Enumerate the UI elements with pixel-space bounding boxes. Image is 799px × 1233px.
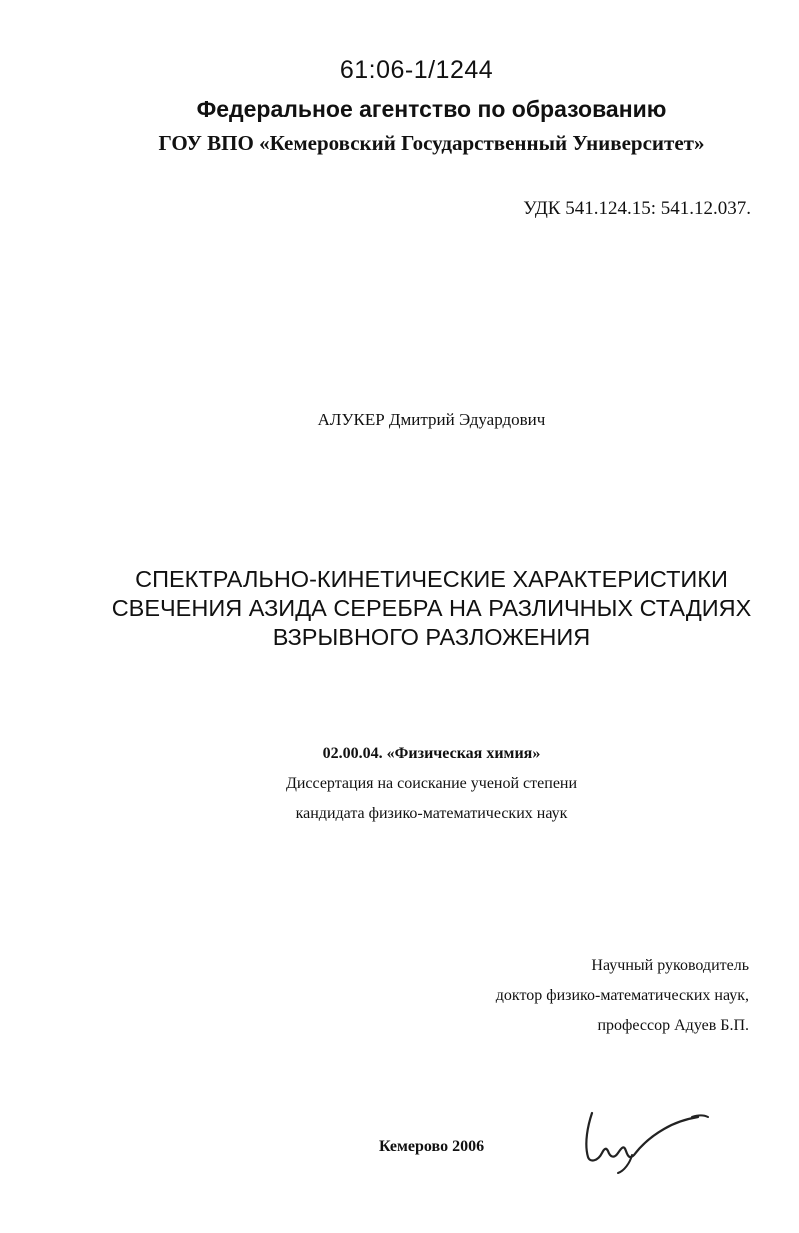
city-year: Кемерово 2006 bbox=[378, 1138, 485, 1155]
supervisor-name: профессор Адуев Б.П. bbox=[597, 1017, 749, 1034]
degree-line: Диссертация на соискание ученой степени bbox=[285, 775, 578, 792]
supervisor-degree: доктор физико-математических наук, bbox=[495, 987, 749, 1004]
supervisor-label: Научный руководитель bbox=[591, 957, 749, 974]
agency-heading: Федеральное агентство по образованию bbox=[196, 96, 667, 122]
specialty-code: 02.00.04. «Физическая химия» bbox=[322, 745, 541, 762]
thesis-title-line: СВЕЧЕНИЯ АЗИДА СЕРЕБРА НА РАЗЛИЧНЫХ СТАДИЯХ bbox=[111, 595, 752, 621]
author-name: АЛУКЕР Дмитрий Эдуардович bbox=[317, 410, 546, 429]
archive-number: 61:06-1/1244 bbox=[339, 56, 494, 84]
handwritten-signature bbox=[580, 1105, 720, 1175]
thesis-title-line: ВЗРЫВНОГО РАЗЛОЖЕНИЯ bbox=[272, 624, 591, 650]
thesis-title-line: СПЕКТРАЛЬНО-КИНЕТИЧЕСКИЕ ХАРАКТЕРИСТИКИ bbox=[135, 566, 728, 592]
degree-line: кандидата физико-математических наук bbox=[295, 805, 568, 822]
thesis-title bbox=[32, 565, 799, 652]
university-heading: ГОУ ВПО «Кемеровский Государственный Университет» bbox=[158, 131, 705, 155]
udk-code: УДК 541.124.15: 541.12.037. bbox=[523, 198, 751, 219]
